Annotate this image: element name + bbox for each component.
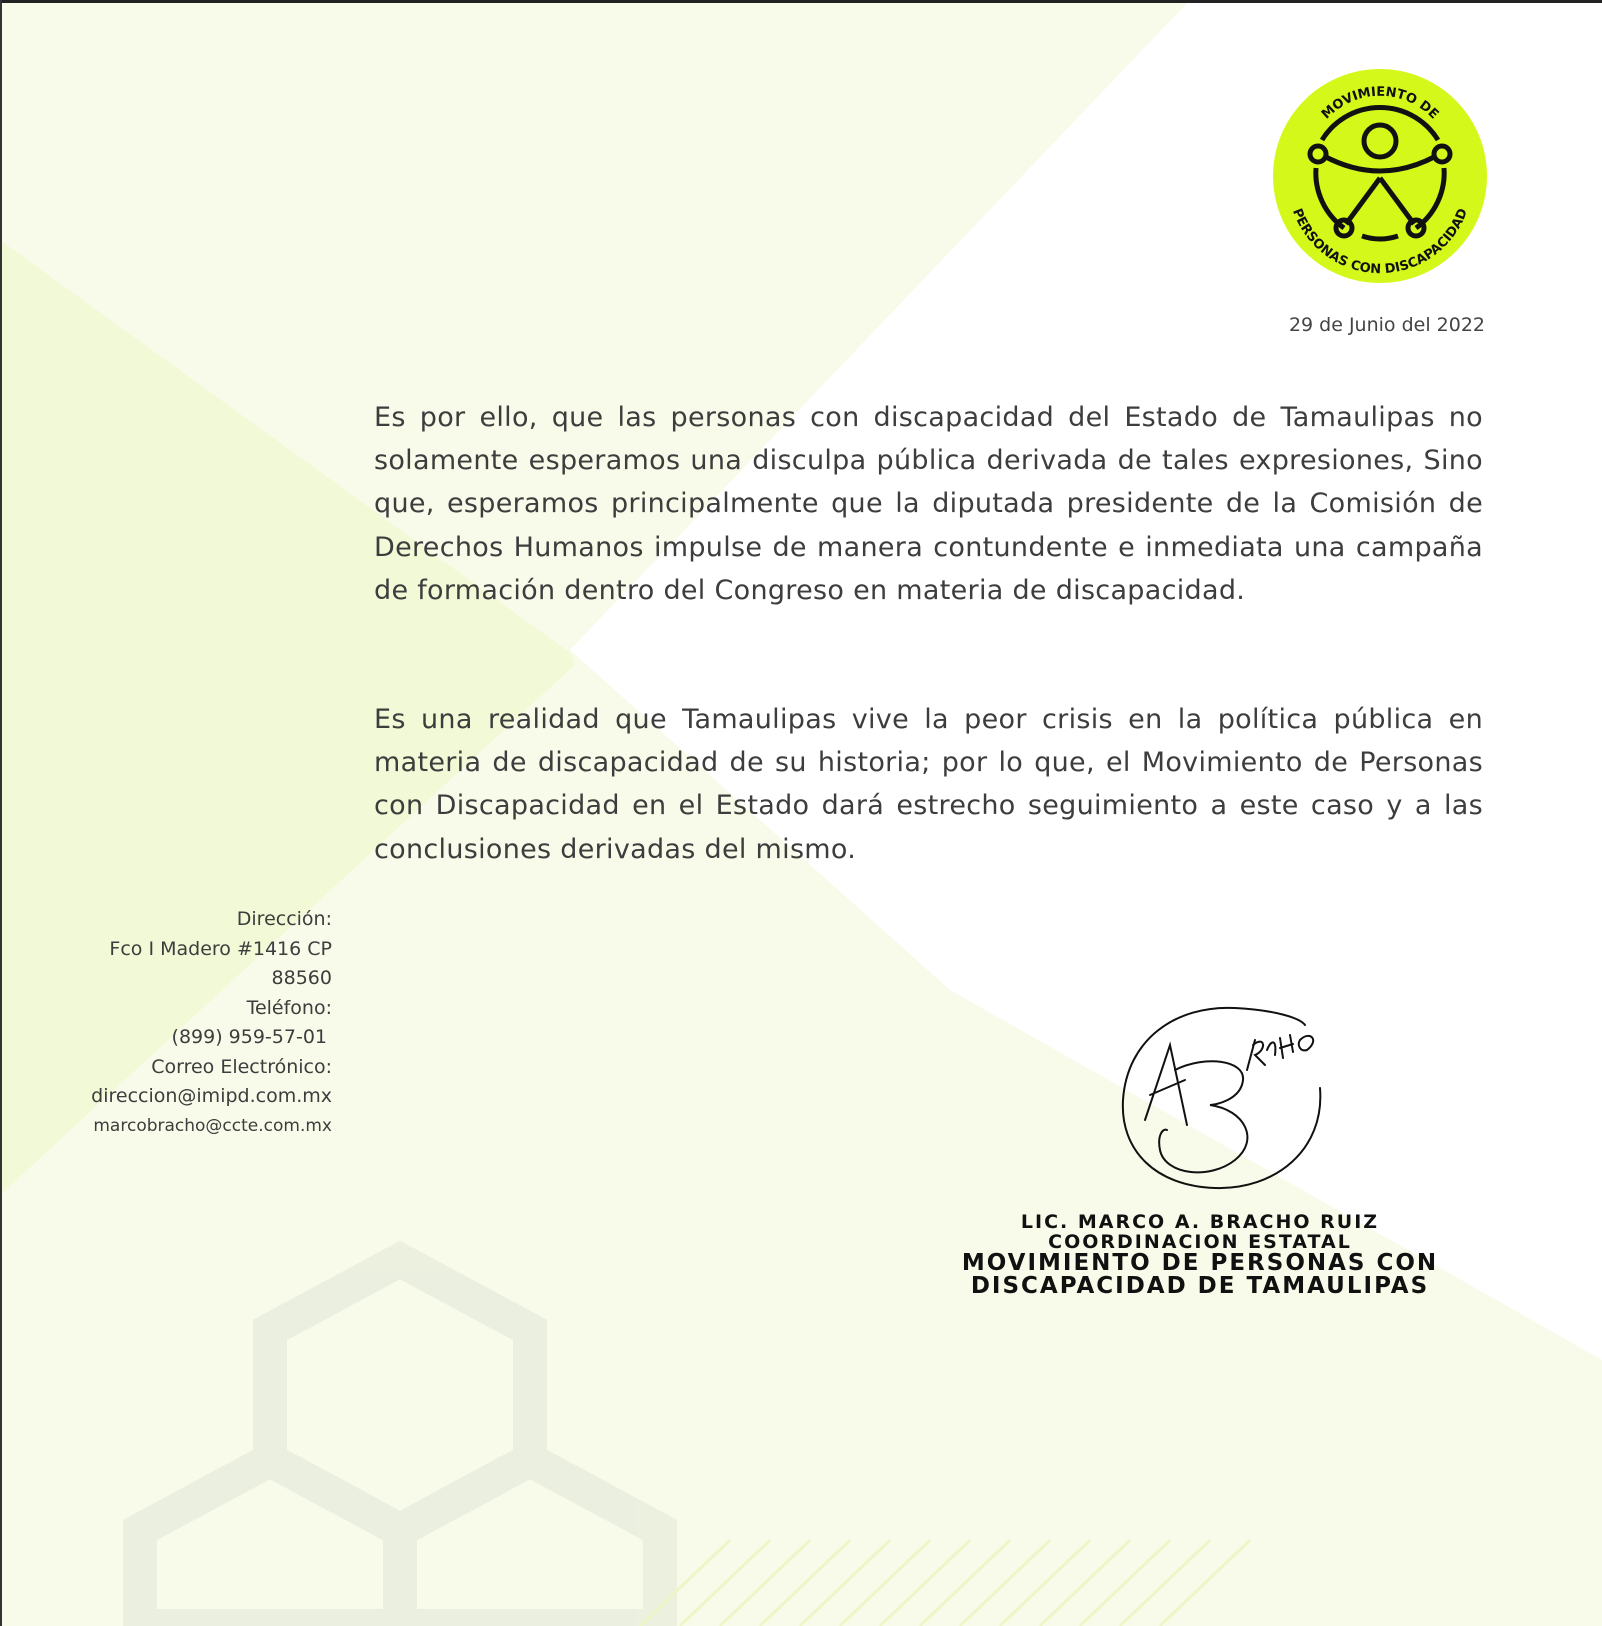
phone-number: (899) 959-57-01 — [171, 1026, 327, 1048]
email-2: marcobracho@ccte.com.mx — [93, 1115, 332, 1136]
email-1: direccion@imipd.com.mx — [91, 1085, 332, 1107]
svg-text:MOVIMIENTO DE: MOVIMIENTO DE — [1318, 84, 1442, 123]
top-border — [0, 0, 1602, 3]
letter-date: 29 de Junio del 2022 — [1288, 314, 1485, 336]
contact-info — [91, 905, 332, 1141]
signer-role: COORDINACION ESTATAL — [1048, 1231, 1352, 1253]
address-line-1: Fco I Madero #1416 CP — [109, 937, 332, 960]
left-border — [0, 0, 2, 1626]
organization-logo — [1272, 68, 1488, 284]
organization-line-1: MOVIMIENTO DE PERSONAS CON — [961, 1250, 1439, 1276]
signer-block — [900, 1212, 1500, 1298]
svg-text:PERSONAS CON DISCAPACIDAD: PERSONAS CON DISCAPACIDAD — [1288, 206, 1472, 278]
signer-name: LIC. MARCO A. BRACHO RUIZ — [1020, 1211, 1380, 1233]
address-label: Dirección: — [236, 908, 332, 930]
phone-label: Teléfono: — [246, 996, 332, 1019]
body-paragraph-2: Es una realidad que Tamaulipas vive la peor crisis en la política pública en materia de discapacidad de su historia; por lo que, el Movimiento de Personas con Discapacidad en el Estado dará estrecho seguimiento a este caso y a las conclusiones derivadas del mismo. — [374, 704, 1483, 865]
handwritten-signature — [1115, 1000, 1355, 1200]
address-line-2: 88560 — [271, 967, 332, 989]
body-paragraph-1: Es por ello, que las personas con discapacidad del Estado de Tamaulipas no solamente esperamos una disculpa pública derivada de tales expresiones, Sino que, esperamos principalmente que la diputada presidente de la Comisión de Derechos Humanos impulse de manera contundente e inmediata una campaña de formación dentro del Congreso en materia de discapacidad. — [374, 402, 1483, 606]
organization-line-2: DISCAPACIDAD DE TAMAULIPAS — [970, 1273, 1430, 1299]
email-label: Correo Electrónico: — [151, 1055, 332, 1078]
